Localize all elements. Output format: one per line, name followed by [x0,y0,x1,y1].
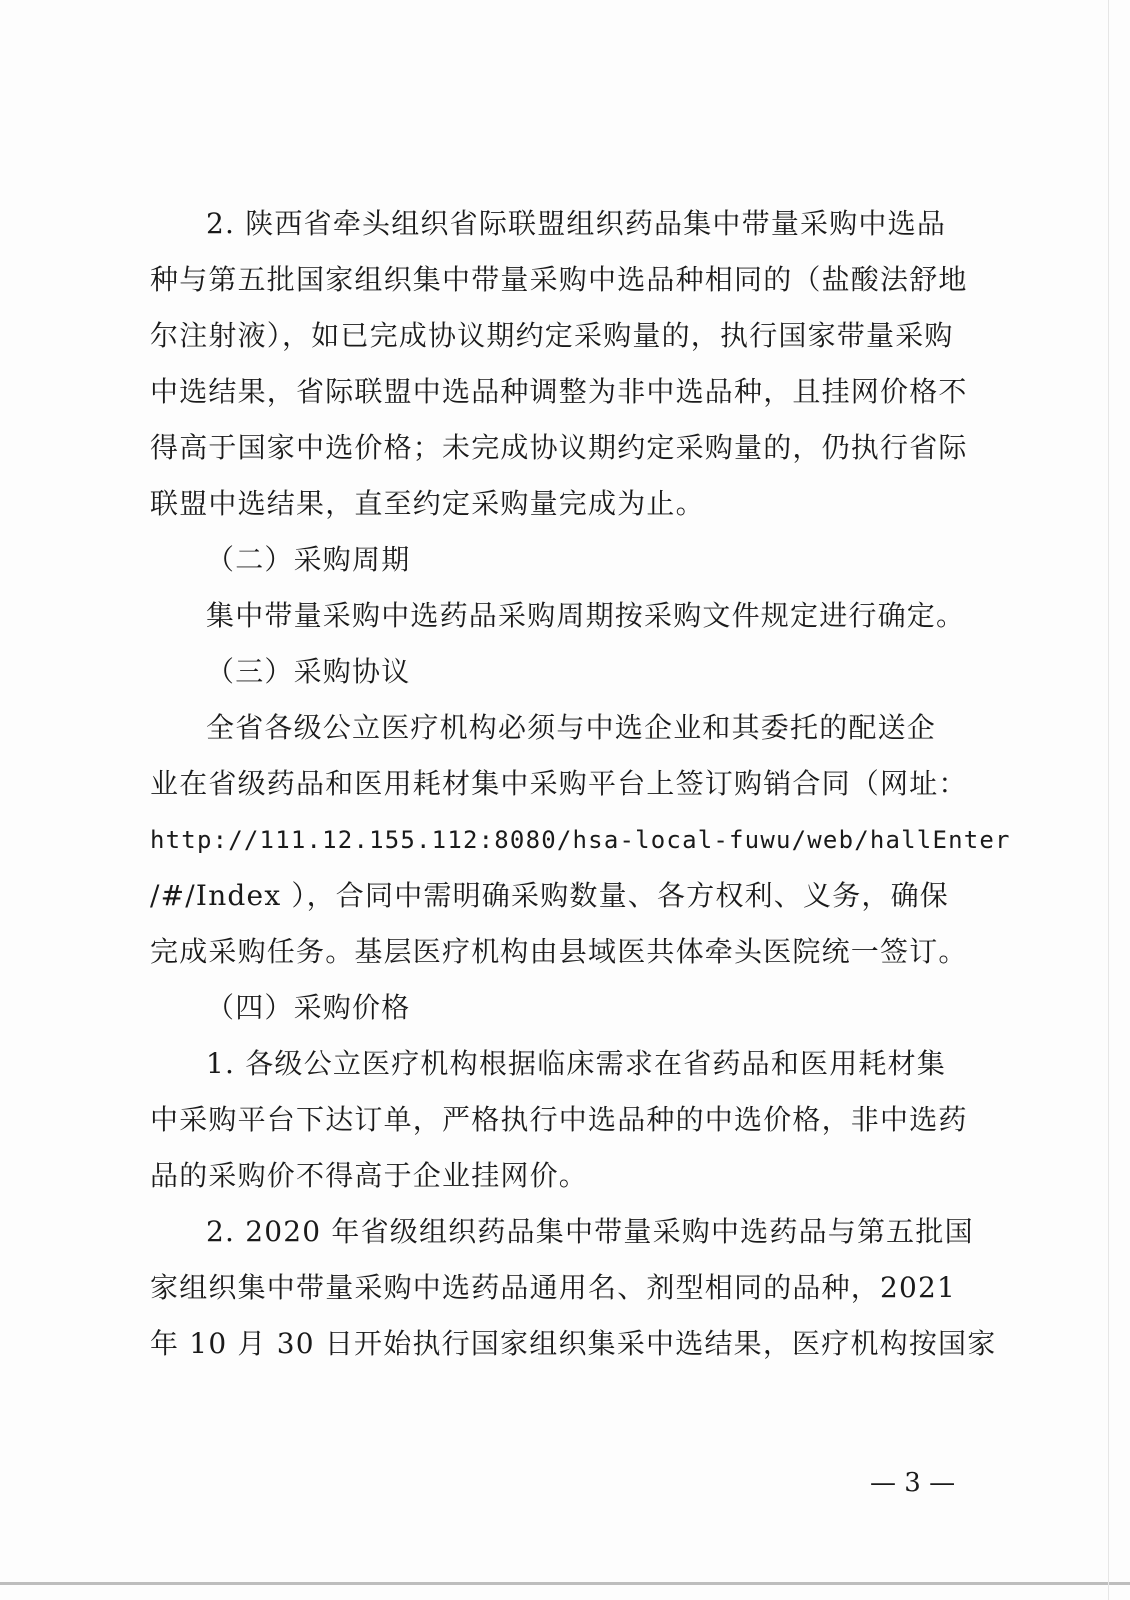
paragraph-line: /#/Index ），合同中需明确采购数量、各方权利、义务，确保 [150,879,950,912]
paragraph-line: 联盟中选结果，直至约定采购量完成为止。 [150,487,705,520]
paragraph-line: 完成采购任务。基层医疗机构由县域医共体牵头医院统一签订。 [150,935,968,968]
scan-right-edge [1108,0,1109,1600]
section-heading-procurement-period: （二）采购周期 [206,543,411,576]
paragraph-line: 尔注射液），如已完成协议期约定采购量的，执行国家带量采购 [150,319,954,352]
paragraph-line: 得高于国家中选价格；未完成协议期约定采购量的，仍执行省际 [150,431,968,464]
section-heading-procurement-price: （四）采购价格 [206,991,411,1024]
document-body [150,196,1011,1372]
paragraph-line: 年 10 月 30 日开始执行国家组织集采中选结果，医疗机构按国家 [150,1327,997,1360]
section-heading-procurement-agreement: （三）采购协议 [206,655,411,688]
paragraph-line: 2. 2020 年省级组织药品集中带量采购中选药品与第五批国 [206,1215,974,1248]
paragraph-line: 1. 各级公立医疗机构根据临床需求在省药品和医用耗材集 [206,1047,947,1080]
paragraph-line: 2. 陕西省牵头组织省际联盟组织药品集中带量采购中选品 [206,207,947,240]
paragraph-line: 种与第五批国家组织集中带量采购中选品种相同的（盐酸法舒地 [150,263,968,296]
paragraph-line: 品的采购价不得高于企业挂网价。 [150,1159,589,1192]
paragraph-line: 全省各级公立医疗机构必须与中选企业和其委托的配送企 [206,711,937,744]
paragraph-line: 中采购平台下达订单，严格执行中选品种的中选价格，非中选药 [150,1103,968,1136]
paragraph-line: 集中带量采购中选药品采购周期按采购文件规定进行确定。 [206,599,966,632]
scan-bottom-edge [0,1582,1130,1585]
paragraph-line: 中选结果，省际联盟中选品种调整为非中选品种，且挂网价格不 [150,375,968,408]
paragraph-line: 业在省级药品和医用耗材集中采购平台上签订购销合同（网址： [150,767,968,800]
page-number: — 3 — [870,1468,956,1498]
paragraph-line: 家组织集中带量采购中选药品通用名、剂型相同的品种，2021 [150,1271,957,1304]
platform-url-line: http://111.12.155.112:8080/hsa-local-fuwu/web/hallEnter [150,826,1011,854]
